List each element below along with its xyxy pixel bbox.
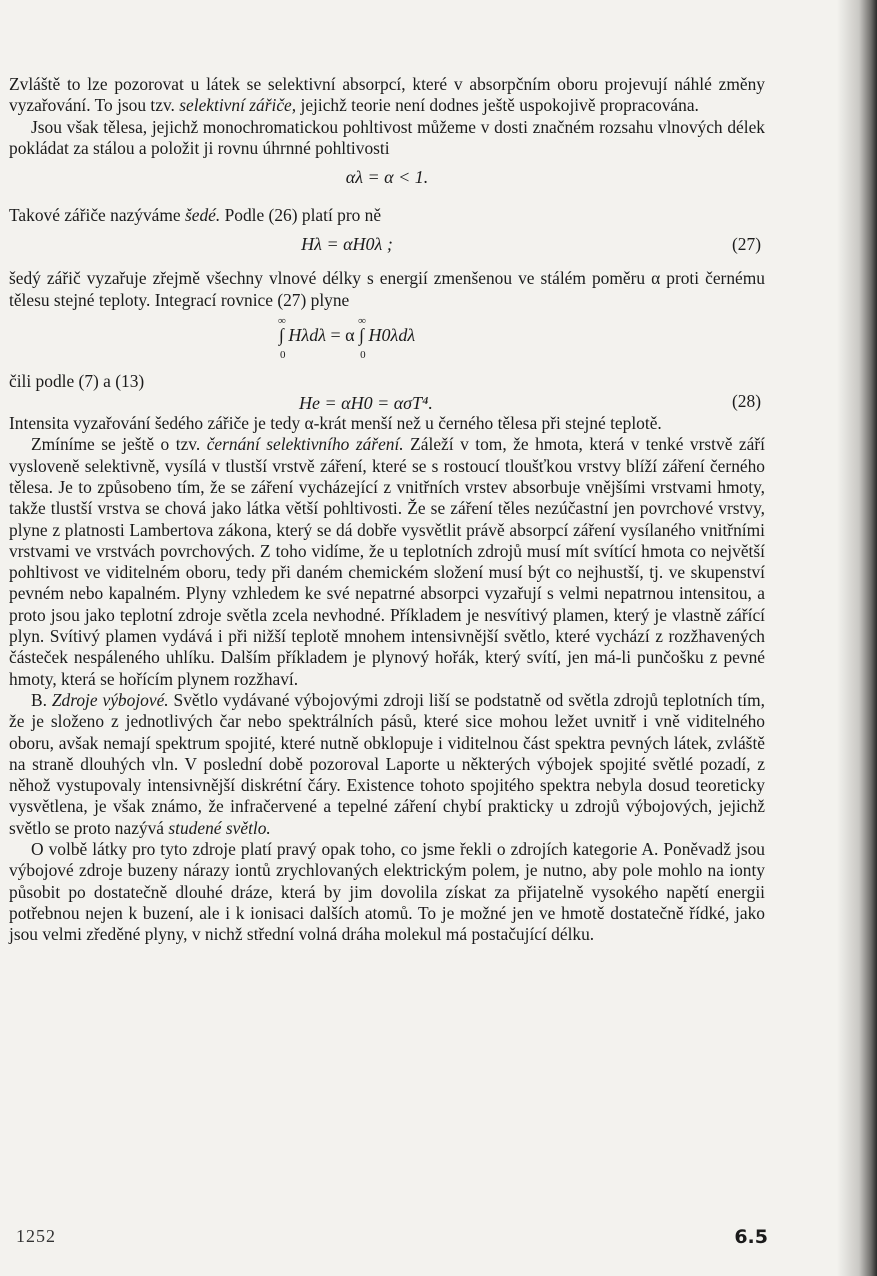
equation-alpha: αλ = α < 1. [345,167,429,188]
equation-28: čili podle (7) a (13) He = αH0 = ασT⁴. (28) [9,371,761,414]
equation-number: (27) [732,234,761,255]
paragraph: O volbě látky pro tyto zdroje platí pravý opak toho, co jsme řekli o zdrojích kategorie A. Poněvadž jsou výbojové zdroje buzeny nárazy iontů zrychlovaných elektrickým polem, je nutno, aby pole mohlo na ionty působit po dostatečně dlouhé dráze, která by jim dovolila získat za přijatelně vysokého napětí energii potřebnou nejen k buzení, ale i k ionisaci dalších atomů. To je možné jen ve hmotě dostatečně řídké, jako jsou velmi zředěné plyny, v nichž střední volná dráha molekul má postačující délku. [9,839,765,945]
paragraph: Zvláště to lze pozorovat u látek se selektivní absorpcí, které v absorpčním oboru projevují náhlé změny vyzařování. To jsou tzv. selektivní zářiče, jejichž teorie není dodnes ještě uspokojivě propracována. [9,74,765,116]
page-number: 1252 [16,1226,56,1246]
paragraph: šedý zářič vyzařuje zřejmě všechny vlnové délky s energií zmenšenou ve stálém poměru α proti černému tělesu stejné teploty. Integrací rovnice (27) plyne [9,268,765,310]
paragraph: Intensita vyzařování šedého zářiče je tedy α-krát menší než u černého tělesa při stejné teplotě. [9,413,662,434]
section-number: 6.5 [734,1226,768,1248]
equation-27: Hλ = αH0λ ; (27) [301,234,761,255]
term-selective-emitters: selektivní zářiče, [179,95,297,116]
page-binding-shadow [837,0,877,1276]
equation-integral: ∞ 0 ∫ Hλdλ = α ∞ 0 ∫ H0λdλ [278,315,416,362]
paragraph: Jsou však tělesa, jejichž monochromatickou pohltivost můžeme v dosti značném rozsahu vlnových délek pokládat za stálou a položit ji rovnu úhrnné pohltivosti [9,116,765,158]
paragraph: Zmíníme se ještě o tzv. černání selektivního záření. Záleží v tom, že hmota, která v tenké vrstvě září vysloveně selektivně, vysílá v tlustší vrstvě záření, které se s rostoucí tloušťkou vrstvy blíží záření černého tělesa. Je to způsobeno tím, že se záření vycházející z vnitřních vrstev absorbuje vnějšími vrstvami hmoty, takže tlustší vrstva se chová jako látka větší pohltivosti. Že se záření těles nezúčastní jen povrchové vrstvy, plyne z platnosti Lambertova zákona, který se dá dobře vysvětlit právě absorpcí záření vysílaného vnitřními vrstvami ve vrstvách povrchových. Z toho vidíme, že u teplotních zdrojů musí mít svítící hmota co největší pohltivost ve viditelném oboru, tedy při daném chemickém složení musí být co nejhustší, tj. ve skupenství pevném nebo kapalném. Plyny vzhledem ke své nepatrné absorpci vyzařují s velmi nepatrnou intensitou, a proto jsou jako teplotní zdroje světla zcela nevhodné. Příkladem je nesvítivý plamen, který je vlastně zářící plyn. Svítivý plamen vydává i při nižší teplotě mnohem intensivnější světlo, které vychází z rozžhavených částeček nespáleného uhlíku. Dalším příkladem je plynový hořák, který svítí, jen má-li punčošku z pevné hmoty, která se hořícím plynem rozžhaví. [9,434,765,689]
paragraph: Takové zářiče nazýváme šedé. Podle (26) platí pro ně [9,205,382,226]
paragraph: B. Zdroje výbojové. Světlo vydávané výbojovými zdroji liší se podstatně od světla zdrojů teplotních tím, že je složeno z jednotlivých čar nebo spektrálních pásů, které sice mohou ležet uvnitř i vně viditelného oboru, avšak nemají spektrum spojité, které nutně obklopuje i viditelnou část spektra pevných látek, zvláště na straně dlouhých vln. V poslední době pozoroval Laporte u některých výbojek spojité světlé pozadí, z něhož vystupovaly intensivnější diskrétní čáry. Existence tohoto spojitého spektra nebyla dosud teoreticky vysvětlena, je však známo, že infračervené a tepelné záření chybí prakticky u zdrojů výbojových, jejichž světlo se proto nazývá studené světlo. [9,689,765,838]
equation-number: (28) [732,391,761,412]
text-body [9,74,765,946]
